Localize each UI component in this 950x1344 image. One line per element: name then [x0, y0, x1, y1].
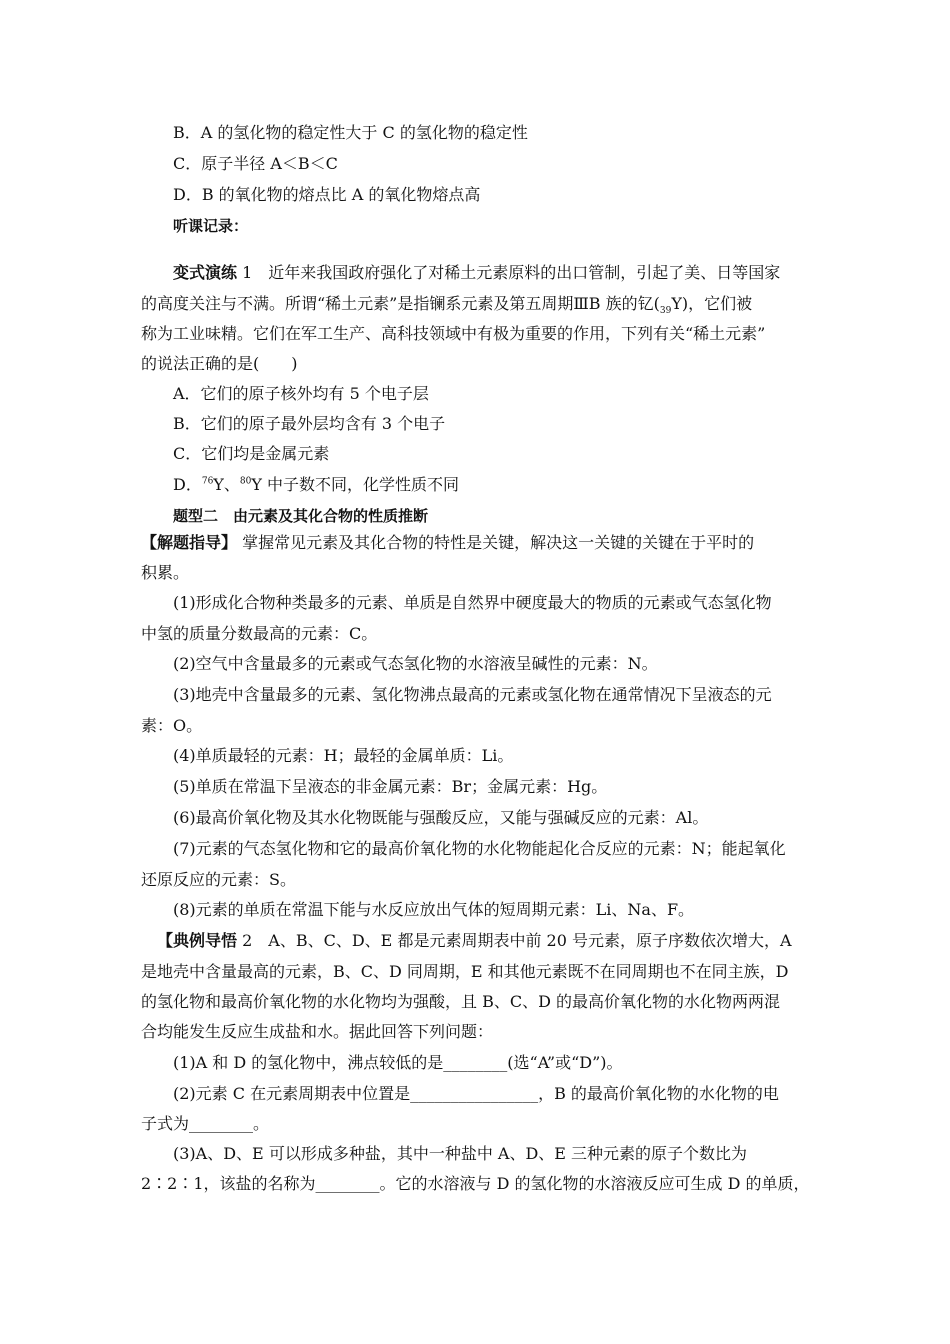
item2: (2)空气中含量最多的元素或气态氢化物的水溶液呈碱性的元素：N。	[173, 654, 658, 673]
question-1: (1)A 和 D 的氢化物中，沸点较低的是________(选“A”或“D”)。	[173, 1053, 623, 1072]
question-2-line2: 子式为________。	[141, 1114, 270, 1133]
example-line2: 是地壳中含量最高的元素，B、C、D 同周期，E 和其他元素既不在同周期也不在同主族，D	[141, 962, 789, 981]
guide-text: 掌握常见元素及其化合物的特性是关键，解决这一关键的关键在于平时的	[242, 533, 755, 552]
question-3-line1: (3)A、D、E 可以形成多种盐，其中一种盐中 A、D、E 三种元素的原子个数比为	[173, 1144, 748, 1163]
variant-exercise-line4: 的说法正确的是( )	[141, 354, 298, 373]
option-b-previous: B．A 的氢化物的稳定性大于 C 的氢化物的稳定性	[173, 123, 528, 142]
item6: (6)最高价氧化物及其水化物既能与强酸反应，又能与强碱反应的元素：Al。	[173, 808, 709, 827]
example-number: 2	[237, 931, 253, 950]
option-text-part: Y、	[213, 475, 240, 494]
variant-option-a: A．它们的原子核外均有 5 个电子层	[173, 384, 429, 403]
example-label: 【典例导悟	[157, 931, 238, 950]
mass-number-superscript: 80	[239, 476, 252, 487]
atomic-number-subscript: 39	[659, 306, 672, 317]
example-text: A、B、C、D、E 都是元素周期表中前 20 号元素，原子序数依次增大，A	[268, 931, 792, 950]
variant-label: 变式演练	[173, 263, 238, 282]
example-line4: 合均能发生反应生成盐和水。据此回答下列问题：	[141, 1022, 494, 1041]
variant-text-part: 的高度关注与不满。所谓“稀土元素”是指镧系元素及第五周期ⅢB 族的钇(	[141, 294, 660, 313]
option-c-previous: C．原子半径 A＜B＜C	[173, 154, 338, 173]
item4: (4)单质最轻的元素：H；最轻的金属单质：Li。	[173, 746, 514, 765]
example-line1	[157, 931, 827, 951]
item7-line2: 还原反应的元素：S。	[141, 870, 296, 889]
item1-line2: 中氢的质量分数最高的元素：C。	[141, 624, 378, 643]
variant-exercise-line3: 称为工业味精。它们在军工生产、高科技领域中有极为重要的作用，下列有关“稀土元素”	[141, 324, 766, 343]
option-letter: D．	[173, 475, 202, 494]
variant-option-c: C．它们均是金属元素	[173, 444, 330, 463]
section-heading: 题型二 由元素及其化合物的性质推断	[173, 507, 429, 525]
guide-line1	[141, 533, 811, 553]
variant-exercise-line1	[173, 263, 843, 283]
variant-number: 1	[237, 263, 253, 282]
notes-label: 听课记录：	[173, 217, 249, 235]
item3-line2: 素：O。	[141, 716, 203, 735]
item1-line1: (1)形成化合物种类最多的元素、单质是自然界中硬度最大的物质的元素或气态氢化物	[173, 593, 772, 612]
guide-line2: 积累。	[141, 563, 190, 582]
variant-text-part: Y)，它们被	[671, 294, 753, 313]
variant-option-d	[173, 475, 843, 495]
option-text-part: Y 中子数不同，化学性质不同	[251, 475, 459, 494]
variant-option-b: B．它们的原子最外层均含有 3 个电子	[173, 414, 446, 433]
example-line3: 的氢化物和最高价氧化物的水化物均为强酸，且 B、C、D 的最高价氧化物的水化物两两混	[141, 992, 781, 1011]
item8: (8)元素的单质在常温下能与水反应放出气体的短周期元素：Li、Na、F。	[173, 900, 695, 919]
question-3-line2: 2∶2∶1，该盐的名称为________。它的水溶液与 D 的氢化物的水溶液反应可生成 D 的单质，	[141, 1174, 810, 1193]
option-d-previous: D．B 的氧化物的熔点比 A 的氧化物熔点高	[173, 185, 481, 204]
variant-exercise-line2	[141, 294, 811, 317]
variant-text: 近年来我国政府强化了对稀土元素原料的出口管制，引起了美、日等国家	[268, 263, 781, 282]
guide-label: 【解题指导】	[141, 533, 238, 552]
item7-line1: (7)元素的气态氢化物和它的最高价氧化物的水化物能起化合反应的元素：N；能起氧化	[173, 839, 786, 858]
item3-line1: (3)地壳中含量最多的元素、氢化物沸点最高的元素或氢化物在通常情况下呈液态的元	[173, 685, 772, 704]
item5: (5)单质在常温下呈液态的非金属元素：Br；金属元素：Hg。	[173, 777, 608, 796]
mass-number-superscript: 76	[201, 476, 214, 487]
question-2-line1: (2)元素 C 在元素周期表中位置是________________，B 的最高价氧化物的水化物的电	[173, 1084, 779, 1103]
